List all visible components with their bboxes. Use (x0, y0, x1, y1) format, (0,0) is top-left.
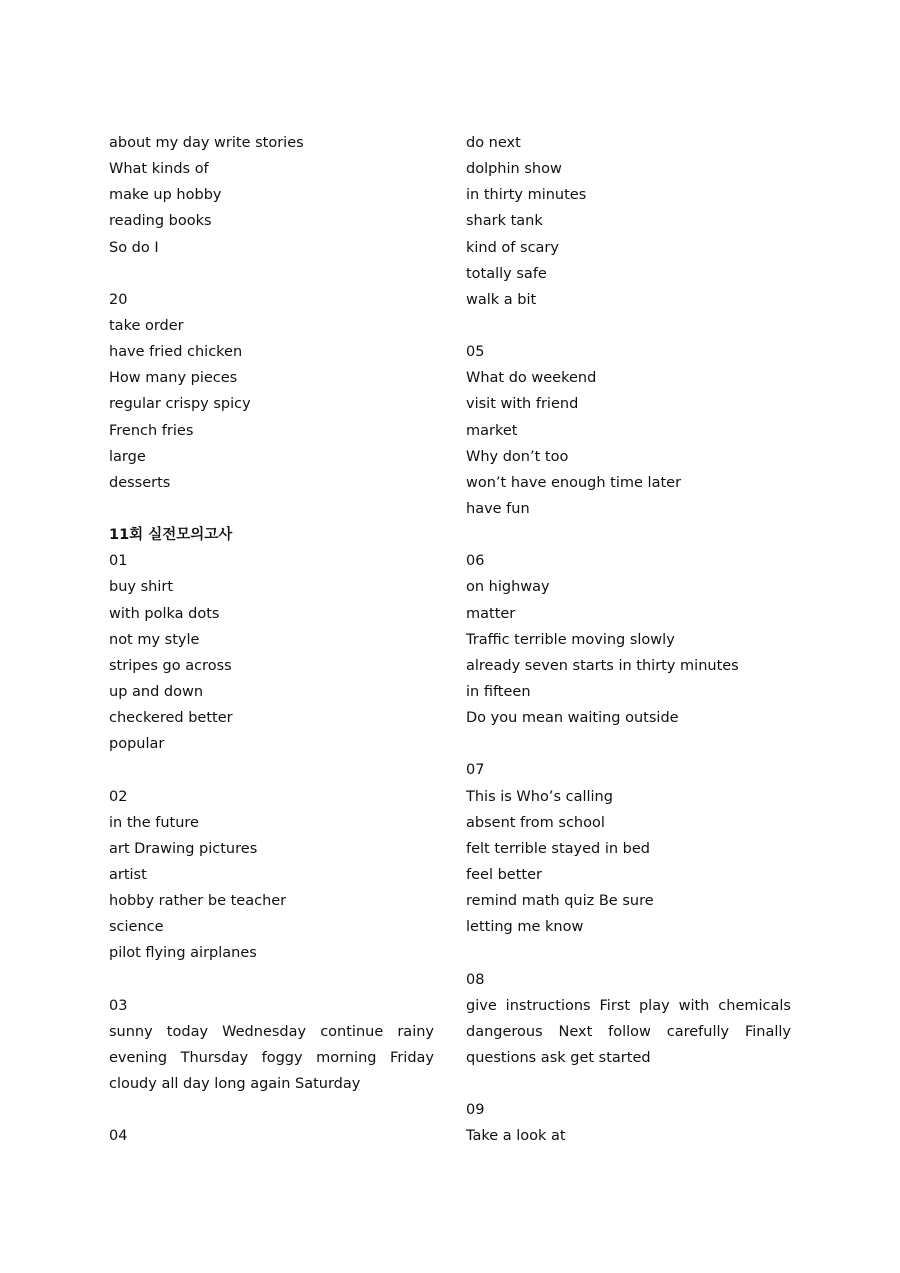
text-line: dolphin show (466, 161, 562, 178)
text-line: take order (109, 317, 184, 334)
text-line: do next (466, 135, 521, 151)
text-line: regular crispy spicy (109, 396, 251, 413)
text-line: 09 (466, 1102, 485, 1119)
text-line: cloudy all day long again Saturday (109, 1076, 361, 1093)
text-line: have fun (466, 500, 530, 517)
text-line: have fried chicken (109, 344, 243, 361)
blank-line (466, 522, 791, 548)
text-line: 03 (109, 997, 128, 1014)
text-line: artist (109, 866, 147, 883)
text-line: art Drawing pictures (109, 840, 258, 857)
text-line: feel better (466, 866, 542, 883)
text-line: large (109, 448, 146, 465)
text-line: 07 (466, 762, 485, 779)
text-line: Traffic terrible moving slowly (466, 631, 675, 648)
text-line: 08 (466, 971, 485, 988)
text-line: 01 (109, 553, 128, 570)
text-line: desserts (109, 474, 171, 491)
left-column (109, 130, 434, 1149)
text-line: won’t have enough time later (466, 474, 682, 491)
text-line: checkered better (109, 710, 233, 727)
text-line: in the future (109, 814, 199, 831)
text-line: buy shirt (109, 579, 174, 596)
text-line: 20 (109, 291, 128, 308)
section-heading: 11회 실전모의고사 (109, 527, 233, 544)
blank-line (109, 1097, 434, 1123)
text-line: remind math quiz Be sure (466, 893, 654, 910)
text-line: matter (466, 605, 516, 622)
text-line: sunny today Wednesday continue rainy (109, 1023, 434, 1040)
text-line: about my day write stories (109, 135, 304, 151)
text-line: 02 (109, 788, 128, 805)
text-line: felt terrible stayed in bed (466, 840, 651, 857)
text-line: absent from school (466, 814, 605, 831)
text-line: on highway (466, 579, 550, 596)
blank-line (466, 313, 791, 339)
text-line: evening Thursday foggy morning Friday (109, 1049, 434, 1066)
blank-line (466, 940, 791, 966)
blank-line (109, 496, 434, 522)
blank-line (466, 1071, 791, 1097)
text-line: not my style (109, 631, 200, 648)
text-line: Why don’t too (466, 448, 569, 465)
text-line: with polka dots (109, 605, 220, 622)
blank-line (109, 261, 434, 287)
text-line: What kinds of (109, 161, 209, 178)
text-line: stripes go across (109, 657, 232, 674)
text-line: in fifteen (466, 683, 531, 700)
text-line: kind of scary (466, 239, 559, 256)
text-line: This is Who’s calling (466, 788, 613, 805)
text-line: market (466, 422, 518, 439)
text-line: questions ask get started (466, 1049, 651, 1066)
text-line: walk a bit (466, 291, 537, 308)
text-line: totally safe (466, 265, 547, 282)
text-line: in thirty minutes (466, 187, 587, 204)
blank-line (109, 757, 434, 783)
text-line: 05 (466, 344, 485, 361)
text-line: 06 (466, 553, 485, 570)
text-line: How many pieces (109, 370, 238, 387)
text-line: already seven starts in thirty minutes (466, 657, 739, 674)
text-line: pilot flying airplanes (109, 945, 257, 962)
text-line: 04 (109, 1128, 128, 1145)
text-line: What do weekend (466, 370, 597, 387)
right-column (466, 130, 791, 1149)
text-line: up and down (109, 683, 204, 700)
text-line: give instructions First play with chemicals (466, 997, 791, 1014)
text-line: hobby rather be teacher (109, 893, 287, 910)
text-line: Take a look at (466, 1128, 566, 1145)
text-line: science (109, 919, 164, 936)
blank-line (109, 967, 434, 993)
text-line: shark tank (466, 213, 543, 230)
text-line: So do I (109, 239, 159, 256)
text-line: reading books (109, 213, 212, 230)
text-line: letting me know (466, 919, 584, 936)
text-line: Do you mean waiting outside (466, 710, 679, 727)
text-line: popular (109, 736, 165, 753)
text-line: dangerous Next follow carefully Finally (466, 1023, 791, 1040)
text-line: French fries (109, 422, 194, 439)
text-line: make up hobby (109, 187, 222, 204)
text-line: visit with friend (466, 396, 579, 413)
blank-line (466, 731, 791, 757)
